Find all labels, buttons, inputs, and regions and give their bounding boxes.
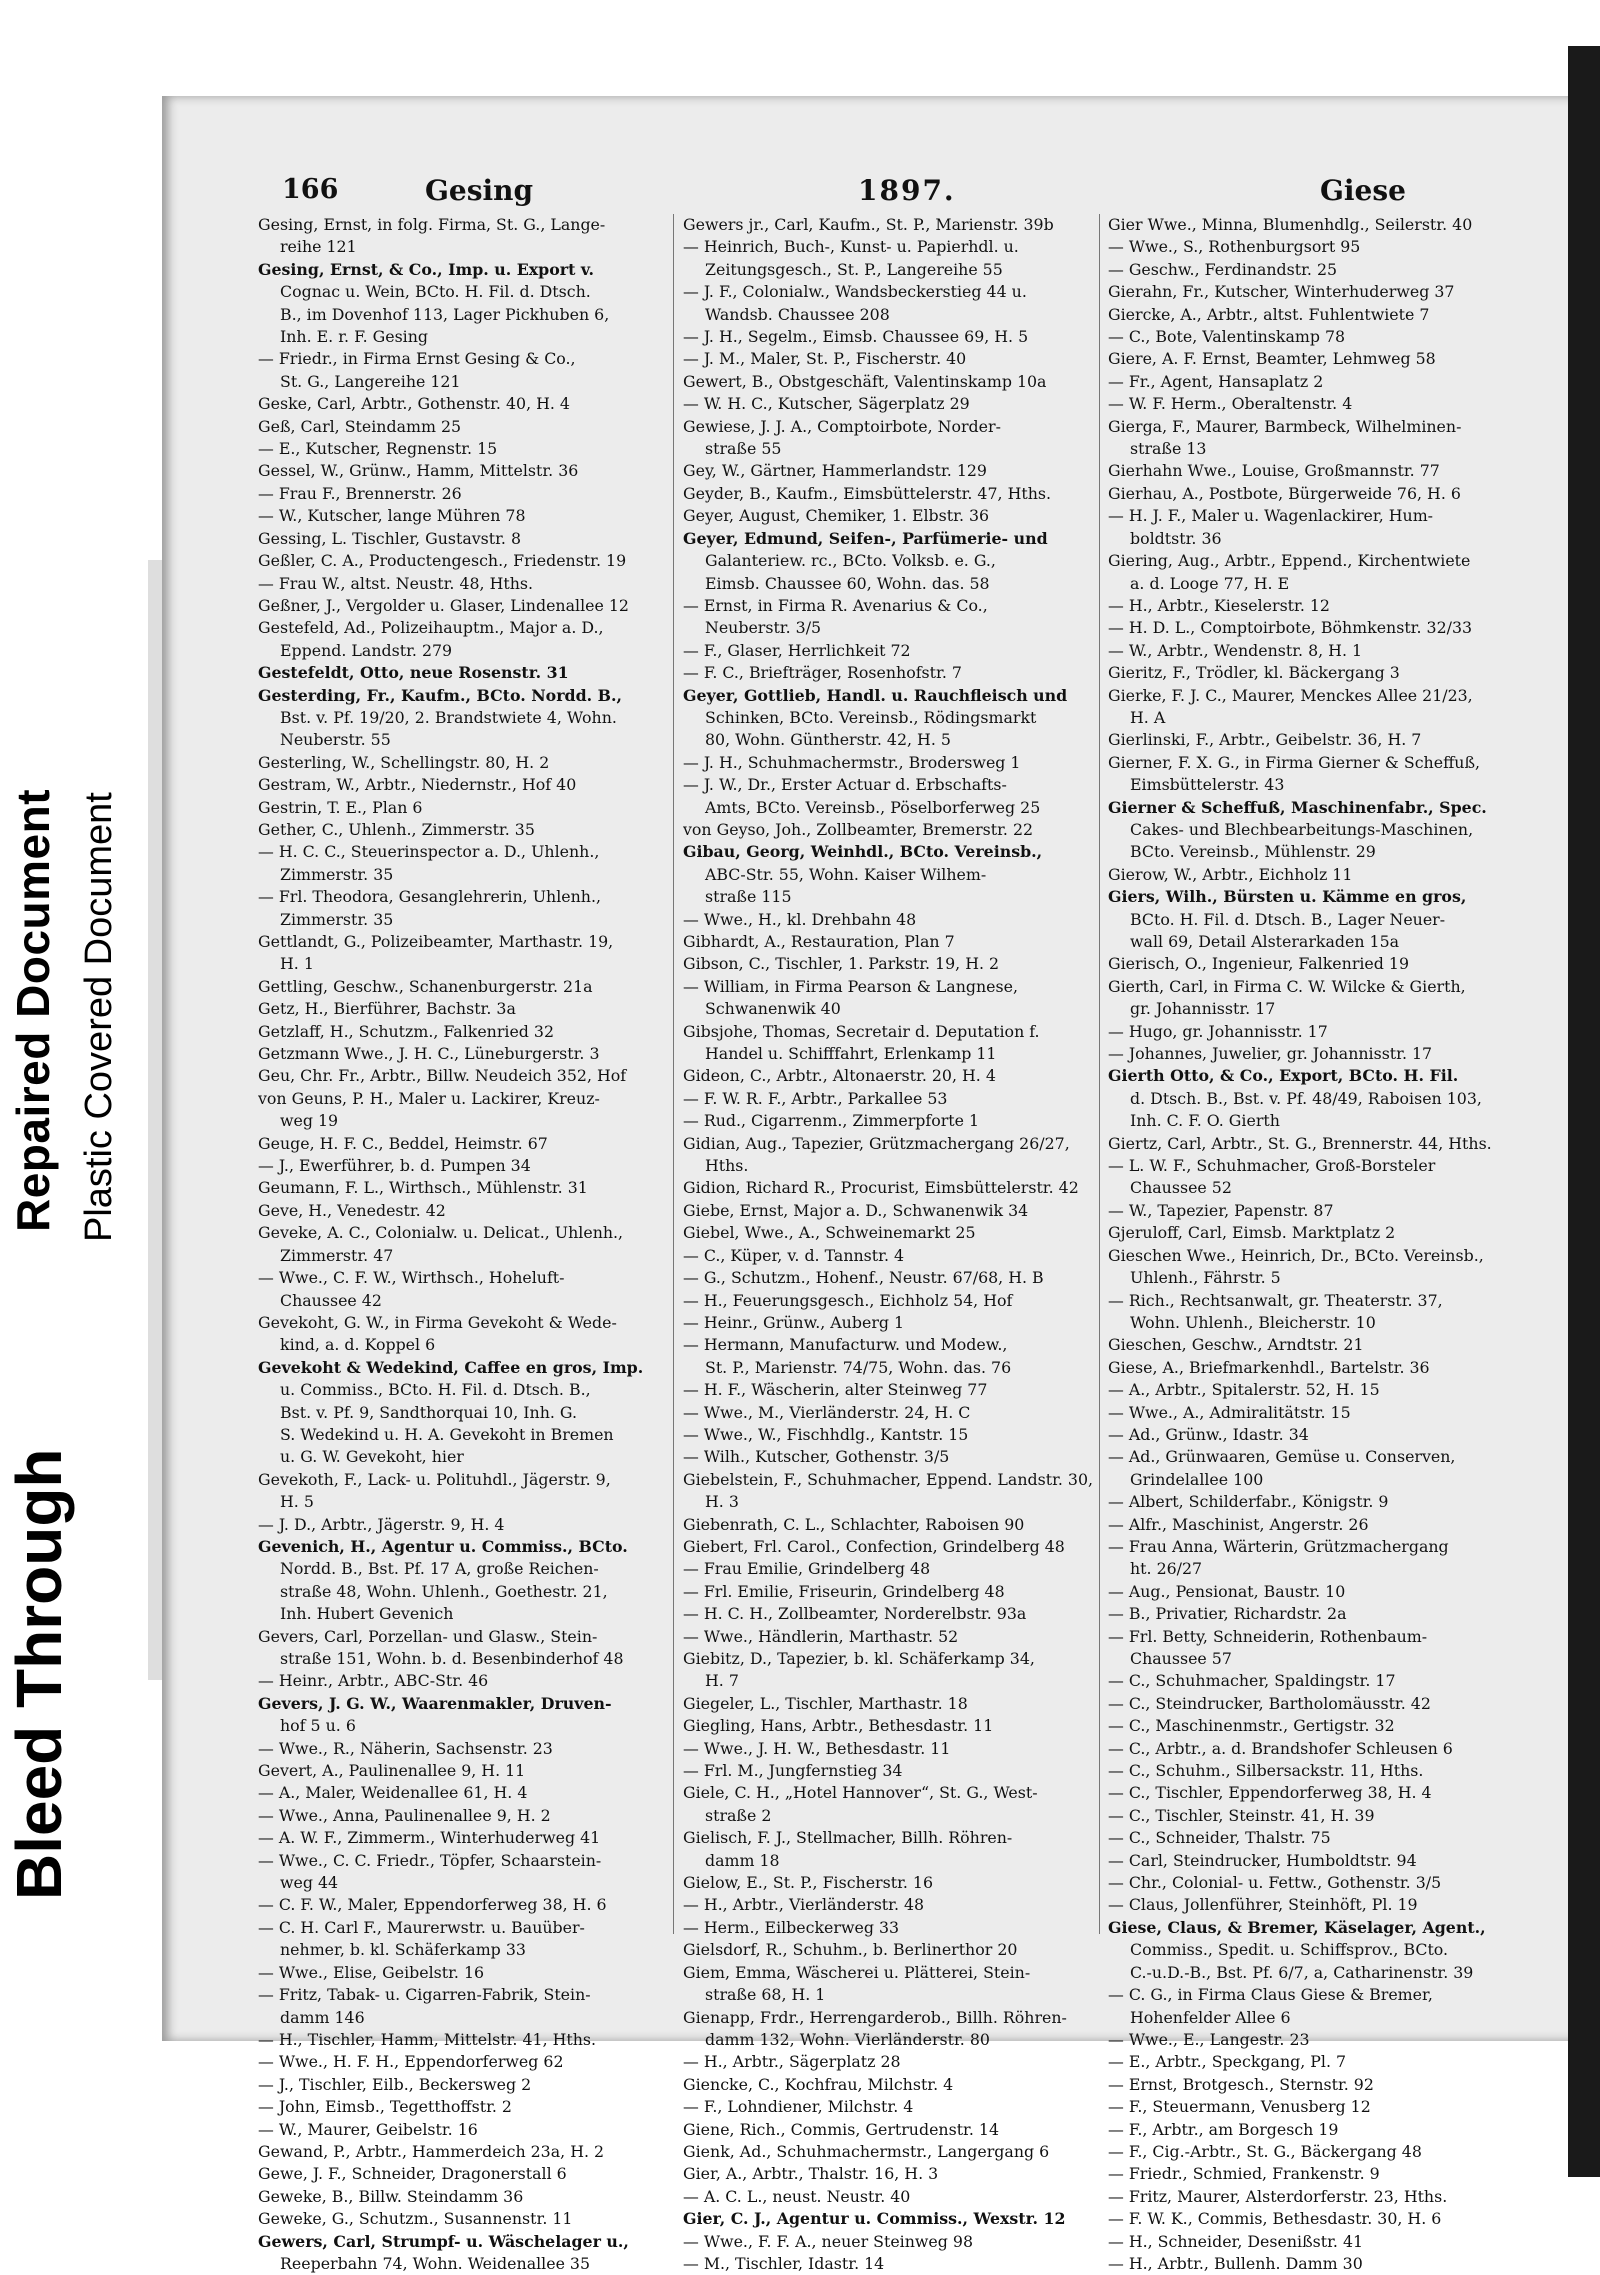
directory-entry: Inh. E. r. F. Gesing (280, 327, 429, 347)
directory-entry: Giebert, Frl. Carol., Confection, Grindelberg 48 (683, 1536, 1065, 1556)
directory-entry: Gestram, W., Arbtr., Niedernstr., Hof 40 (258, 775, 577, 795)
directory-entry: — Wwe., F. F. A., neuer Steinweg 98 (683, 2231, 974, 2251)
directory-entry: — H. J. F., Maler u. Wagenlackirer, Hum- (1108, 506, 1434, 526)
directory-entry: H. 1 (280, 954, 314, 974)
column-divider (673, 214, 674, 1934)
directory-entry: Gjeruloff, Carl, Eimsb. Marktplatz 2 (1108, 1223, 1396, 1243)
header-last-entry: Giese (1320, 174, 1406, 207)
directory-entry: Gieritz, F., Trödler, kl. Bäckergang 3 (1108, 663, 1400, 683)
directory-entry: — J., Ewerführer, b. d. Pumpen 34 (258, 1156, 531, 1176)
directory-entry: Gettling, Geschw., Schanenburgerstr. 21a (258, 976, 593, 996)
directory-entry: — A. W. F., Zimmerm., Winterhuderweg 41 (258, 1828, 601, 1848)
directory-entry: Gevenich, H., Agentur u. Commiss., BCto. (258, 1536, 628, 1556)
directory-entry: Geweke, G., Schutzm., Susannenstr. 11 (258, 2209, 573, 2229)
directory-entry: — Fr., Agent, Hansaplatz 2 (1108, 371, 1324, 391)
directory-entry: Gestefeld, Ad., Polizeihauptm., Major a. D., (258, 618, 604, 638)
directory-entry: nehmer, b. kl. Schäferkamp 33 (280, 1940, 526, 1960)
directory-entry: Gier, C. J., Agentur u. Commiss., Wexstr. 12 (683, 2209, 1066, 2229)
directory-entry: — Friedr., Schmied, Frankenstr. 9 (1108, 2164, 1380, 2184)
directory-entry: — Chr., Colonial- u. Fettw., Gothenstr. 3/5 (1108, 1873, 1442, 1893)
directory-entry: Zeitungsgesch., St. P., Langereihe 55 (705, 259, 1003, 279)
directory-entry: H. 5 (280, 1492, 314, 1512)
label-strip-edge (148, 560, 162, 1680)
directory-entry: — F. W. K., Commis, Bethesdastr. 30, H. 6 (1108, 2209, 1442, 2229)
header-first-entry: Gesing (425, 174, 534, 207)
directory-entry: — C. G., in Firma Claus Giese & Bremer, (1108, 1985, 1433, 2005)
directory-entry: — J. D., Arbtr., Jägerstr. 9, H. 4 (258, 1514, 505, 1534)
directory-entry: — Wwe., J. H. W., Bethesdastr. 11 (683, 1738, 951, 1758)
directory-entry: — W. F. Herm., Oberaltenstr. 4 (1108, 394, 1353, 414)
directory-entry: Gierisch, O., Ingenieur, Falkenried 19 (1108, 954, 1410, 974)
directory-entry: Uhlenh., Fährstr. 5 (1130, 1268, 1281, 1288)
directory-entry: Gierth, Carl, in Firma C. W. Wilcke & Gierth, (1108, 976, 1466, 996)
directory-entry: — C., Schneider, Thalstr. 75 (1108, 1828, 1331, 1848)
directory-entry: Galanteriew. rc., BCto. Volksb. e. G., (705, 551, 996, 571)
directory-entry: — Wwe., Elise, Geibelstr. 16 (258, 1962, 485, 1982)
directory-entry: — H., Arbtr., Sägerplatz 28 (683, 2052, 901, 2072)
directory-entry: damm 132, Wohn. Vierländerstr. 80 (705, 2029, 990, 2049)
directory-entry: — M., Tischler, Idastr. 14 (683, 2253, 885, 2273)
directory-entry: — J., Tischler, Eilb., Beckersweg 2 (258, 2074, 532, 2094)
directory-entry: Gevekoht & Wedekind, Caffee en gros, Imp. (258, 1357, 644, 1377)
directory-entry: Gibson, C., Tischler, 1. Parkstr. 19, H. 2 (683, 954, 1000, 974)
directory-entry: Neuberstr. 55 (280, 730, 391, 750)
directory-entry: — Frl. Emilie, Friseurin, Grindelberg 48 (683, 1581, 1005, 1601)
directory-entry: Gieschen Wwe., Heinrich, Dr., BCto. Vereinsb., (1108, 1245, 1484, 1265)
directory-entry: — C. F. W., Maler, Eppendorferweg 38, H. 6 (258, 1895, 607, 1915)
directory-entry: — F. W. R. F., Arbtr., Parkallee 53 (683, 1088, 948, 1108)
directory-entry: — Wwe., A., Admiralitätstr. 15 (1108, 1402, 1351, 1422)
directory-entry: Geyer, Edmund, Seifen-, Parfümerie- und (683, 528, 1048, 548)
directory-entry: — Wwe., H. F. H., Eppendorferweg 62 (258, 2052, 564, 2072)
directory-entry: Giem, Emma, Wäscherei u. Plätterei, Stein- (683, 1962, 1031, 1982)
directory-entry: Gielsdorf, R., Schuhm., b. Berlinerthor 20 (683, 1940, 1018, 1960)
directory-entry: Geweke, B., Billw. Steindamm 36 (258, 2186, 524, 2206)
directory-entry: — Heinr., Arbtr., ABC-Str. 46 (258, 1671, 489, 1691)
directory-entry: Eppend. Landstr. 279 (280, 640, 453, 660)
directory-entry: Giebitz, D., Tapezier, b. kl. Schäferkamp 34, (683, 1649, 1035, 1668)
directory-entry: Gierner & Scheffuß, Maschinenfabr., Spec. (1108, 797, 1487, 817)
directory-entry: Gevert, A., Paulinenallee 9, H. 11 (258, 1761, 526, 1781)
directory-entry: straße 13 (1130, 439, 1207, 459)
directory-entry: — F. C., Briefträger, Rosenhofstr. 7 (683, 663, 962, 683)
directory-entry: — Hermann, Manufacturw. und Modew., (683, 1335, 1008, 1355)
repaired-document-label: Repaired Document (7, 788, 59, 1232)
directory-entry: Giese, Claus, & Bremer, Käselager, Agent., (1108, 1917, 1486, 1937)
directory-entry: Wandsb. Chaussee 208 (705, 304, 890, 324)
directory-entry: Geß, Carl, Steindamm 25 (258, 416, 462, 436)
directory-entry: — Wwe., H., kl. Drehbahn 48 (683, 909, 917, 929)
directory-entry: Giencke, C., Kochfrau, Milchstr. 4 (683, 2074, 954, 2094)
directory-entry: — Ad., Grünwaaren, Gemüse u. Conserven, (1108, 1447, 1456, 1467)
directory-entry: Geyer, August, Chemiker, 1. Elbstr. 36 (683, 506, 990, 526)
directory-entry: straße 2 (705, 1805, 772, 1825)
directory-entry: — J. F., Colonialw., Wandsbeckerstieg 44 u. (683, 282, 1027, 302)
directory-entry: — H., Feuerungsgesch., Eichholz 54, Hof (683, 1290, 1013, 1310)
directory-entry: Commiss., Spedit. u. Schiffsprov., BCto. (1130, 1940, 1449, 1960)
directory-entry: Gewers jr., Carl, Kaufm., St. P., Marienstr. 39b (683, 215, 1054, 234)
directory-entry: — A., Arbtr., Spitalerstr. 52, H. 15 (1108, 1380, 1380, 1400)
directory-entry: Schwanenwik 40 (705, 999, 841, 1019)
directory-entry: — Wwe., Anna, Paulinenallee 9, H. 2 (258, 1805, 551, 1825)
directory-entry: — Wwe., Händlerin, Marthastr. 52 (683, 1626, 959, 1646)
directory-entry: — W., Tapezier, Papenstr. 87 (1108, 1200, 1334, 1220)
directory-entry: Reeperbahn 74, Wohn. Weidenallee 35 (280, 2253, 591, 2273)
directory-entry: Geske, Carl, Arbtr., Gothenstr. 40, H. 4 (258, 394, 570, 414)
book-spine (1568, 46, 1600, 2177)
directory-entry: von Geyso, Joh., Zollbeamter, Bremerstr. 22 (683, 819, 1034, 839)
directory-entry: weg 19 (280, 1111, 339, 1131)
directory-entry: — C., Steindrucker, Bartholomäusstr. 42 (1108, 1693, 1431, 1713)
directory-entry: — Albert, Schilderfabr., Königstr. 9 (1108, 1492, 1389, 1512)
directory-entry: — Wwe., R., Näherin, Sachsenstr. 23 (258, 1738, 553, 1758)
directory-entry: — W., Kutscher, lange Mühren 78 (258, 506, 526, 526)
directory-entry: Zimmerstr. 47 (280, 1245, 394, 1265)
directory-entry: Inh. Hubert Gevenich (280, 1604, 454, 1624)
bleed-through-label: Bleed Through (3, 1448, 75, 1900)
directory-entry: — C., Arbtr., a. d. Brandshofer Schleusen 6 (1108, 1738, 1453, 1758)
directory-entry: — F., Glaser, Herrlichkeit 72 (683, 640, 911, 660)
directory-entry: 80, Wohn. Güntherstr. 42, H. 5 (705, 730, 951, 750)
directory-entry: Gesing, Ernst, & Co., Imp. u. Export v. (258, 259, 594, 279)
directory-entry: Gieschen, Geschw., Arndtstr. 21 (1108, 1335, 1364, 1355)
directory-entry: Gier Wwe., Minna, Blumenhdlg., Seilerstr. 40 (1108, 215, 1473, 234)
directory-entry: damm 146 (280, 2007, 365, 2027)
directory-entry: Geuge, H. F. C., Beddel, Heimstr. 67 (258, 1133, 548, 1153)
directory-entry: Gidian, Aug., Tapezier, Grützmachergang 26/27, (683, 1133, 1070, 1153)
directory-entry: Gestefeldt, Otto, neue Rosenstr. 31 (258, 663, 569, 683)
directory-entry: — John, Eimsb., Tegetthoffstr. 2 (258, 2097, 512, 2117)
directory-entry: Gevekoht, G. W., in Firma Gevekoht & Wede- (258, 1312, 617, 1332)
directory-entry: a. d. Looge 77, H. E (1130, 573, 1290, 593)
directory-entry: Gierke, F. J. C., Maurer, Menckes Allee 21/23, (1108, 685, 1473, 705)
directory-entry: Gesing, Ernst, in folg. Firma, St. G., Lange- (258, 215, 606, 234)
directory-entry: B., im Dovenhof 113, Lager Pickhuben 6, (280, 304, 610, 324)
directory-entry: — E., Arbtr., Speckgang, Pl. 7 (1108, 2052, 1347, 2072)
directory-entry: Gienapp, Frdr., Herrengarderob., Billh. Röhren- (683, 2007, 1067, 2027)
directory-entry: — Carl, Steindrucker, Humboldtstr. 94 (1108, 1850, 1417, 1870)
directory-entry: straße 115 (705, 887, 792, 907)
directory-entry: Giebenrath, C. L., Schlachter, Raboisen 90 (683, 1514, 1025, 1534)
directory-entry: Eimsb. Chaussee 60, Wohn. das. 58 (705, 573, 990, 593)
directory-entry: — Friedr., in Firma Ernst Gesing & Co., (258, 349, 576, 369)
directory-entry: d. Dtsch. B., Bst. v. Pf. 48/49, Raboisen 103, (1130, 1088, 1482, 1108)
directory-entry: — H., Arbtr., Kieselerstr. 12 (1108, 595, 1330, 615)
directory-entry: Giebelstein, F., Schuhmacher, Eppend. Landstr. 30, (683, 1469, 1093, 1489)
directory-entry: straße 151, Wohn. b. d. Besenbinderhof 48 (280, 1649, 624, 1668)
directory-entry: — Aug., Pensionat, Baustr. 10 (1108, 1581, 1346, 1601)
directory-entry: Gesterding, Fr., Kaufm., BCto. Nordd. B., (258, 685, 622, 705)
directory-entry: reihe 121 (280, 237, 357, 257)
directory-entry: von Geuns, P. H., Maler u. Lackirer, Kreuz- (258, 1088, 600, 1108)
directory-entry: — Claus, Jollenführer, Steinhöft, Pl. 19 (1108, 1895, 1418, 1915)
directory-entry: Amts, BCto. Vereinsb., Pöselborferweg 25 (705, 797, 1041, 817)
directory-entry: Geyer, Gottlieb, Handl. u. Rauchfleisch und (683, 685, 1068, 705)
directory-entry: — C., Küper, v. d. Tannstr. 4 (683, 1245, 905, 1265)
directory-entry: BCto. Vereinsb., Mühlenstr. 29 (1130, 842, 1376, 862)
directory-entry: Giers, Wilh., Bürsten u. Kämme en gros, (1108, 887, 1467, 907)
directory-column-1 (258, 214, 664, 2275)
directory-entry: — J. H., Schuhmachermstr., Brodersweg 1 (683, 752, 1021, 772)
directory-entry: Gettlandt, G., Polizeibeamter, Marthastr. 19, (258, 932, 614, 951)
directory-entry: Gevekoth, F., Lack- u. Polituhdl., Jägerstr. 9, (258, 1469, 611, 1489)
directory-entry: — Wwe., C. F. W., Wirthsch., Hoheluft- (258, 1268, 565, 1288)
directory-entry: Chaussee 42 (280, 1290, 382, 1310)
directory-entry: — Frl. Betty, Schneiderin, Rothenbaum- (1108, 1626, 1428, 1646)
directory-entry: — Wwe., E., Langestr. 23 (1108, 2029, 1310, 2049)
directory-entry: Cakes- und Blechbearbeitungs-Maschinen, (1130, 819, 1474, 839)
directory-entry: — Alfr., Maschinist, Angerstr. 26 (1108, 1514, 1369, 1534)
directory-entry: — C., Tischler, Eppendorferweg 38, H. 4 (1108, 1783, 1432, 1803)
directory-entry: Zimmerstr. 35 (280, 864, 394, 884)
directory-entry: — Wilh., Kutscher, Gothenstr. 3/5 (683, 1447, 950, 1467)
directory-entry: — J. H., Segelm., Eimsb. Chaussee 69, H. 5 (683, 327, 1029, 347)
page-header (270, 174, 1570, 210)
directory-entry: Bst. v. Pf. 9, Sandthorquai 10, Inh. G. (280, 1402, 577, 1422)
directory-entry: Gewand, P., Arbtr., Hammerdeich 23a, H. 2 (258, 2141, 605, 2161)
directory-entry: Gessel, W., Grünw., Hamm, Mittelstr. 36 (258, 461, 579, 481)
directory-entry: — Johannes, Juwelier, gr. Johannisstr. 17 (1108, 1044, 1433, 1064)
directory-entry: — W. H. C., Kutscher, Sägerplatz 29 (683, 394, 970, 414)
directory-entry: damm 18 (705, 1850, 780, 1870)
directory-entry: Gielisch, F. J., Stellmacher, Billh. Röhren- (683, 1828, 1013, 1848)
directory-entry: — G., Schutzm., Hohenf., Neustr. 67/68, H. B (683, 1268, 1044, 1288)
directory-entry: Gierlinski, F., Arbtr., Geibelstr. 36, H. 7 (1108, 730, 1422, 750)
directory-entry: — C., Maschinenmstr., Gertigstr. 32 (1108, 1716, 1395, 1736)
directory-entry: — Wwe., M., Vierländerstr. 24, H. C (683, 1402, 971, 1422)
directory-entry: Grindelallee 100 (1130, 1469, 1264, 1489)
directory-entry: — F., Steuermann, Venusberg 12 (1108, 2097, 1371, 2117)
directory-entry: Getz, H., Bierführer, Bachstr. 3a (258, 999, 516, 1019)
directory-entry: H. 3 (705, 1492, 739, 1512)
directory-entry: Geyder, B., Kaufm., Eimsbüttelerstr. 47, Hths. (683, 483, 1052, 503)
directory-entry: — B., Privatier, Richardstr. 2a (1108, 1604, 1347, 1624)
directory-entry: Gierow, W., Arbtr., Eichholz 11 (1108, 864, 1353, 884)
directory-entry: Chaussee 57 (1130, 1649, 1232, 1668)
directory-entry: u. G. W. Gevekoht, hier (280, 1447, 464, 1467)
directory-entry: — F., Cig.-Arbtr., St. G., Bäckergang 48 (1108, 2141, 1422, 2161)
directory-column-2 (683, 214, 1093, 2275)
directory-entry: boldtstr. 36 (1130, 528, 1222, 548)
directory-entry: Nordd. B., Bst. Pf. 17 A, große Reichen- (280, 1559, 599, 1579)
directory-entry: Geßner, J., Vergolder u. Glaser, Lindenallee 12 (258, 595, 629, 615)
directory-entry: — Wwe., S., Rothenburgsort 95 (1108, 237, 1361, 257)
directory-entry: — J. M., Maler, St. P., Fischerstr. 40 (683, 349, 967, 369)
directory-entry: Giertz, Carl, Arbtr., St. G., Brennerstr. 44, Hths. (1108, 1133, 1492, 1153)
directory-entry: — Heinr., Grünw., Auberg 1 (683, 1312, 905, 1332)
directory-entry: — Rud., Cigarrenm., Zimmerpforte 1 (683, 1111, 980, 1131)
directory-entry: — H., Arbtr., Bullenh. Damm 30 (1108, 2253, 1363, 2273)
directory-entry: Gierhahn Wwe., Louise, Großmannstr. 77 (1108, 461, 1440, 481)
directory-entry: — F., Arbtr., am Borgesch 19 (1108, 2119, 1339, 2139)
directory-entry: Gibhardt, A., Restauration, Plan 7 (683, 932, 955, 951)
directory-entry: Wohn. Uhlenh., Bleicherstr. 10 (1130, 1312, 1376, 1332)
directory-entry: — Heinrich, Buch-, Kunst- u. Papierhdl. u. (683, 237, 1019, 257)
directory-entry: Eimsbüttelerstr. 43 (1130, 775, 1285, 795)
directory-entry: Neuberstr. 3/5 (705, 618, 822, 638)
directory-entry: Geveke, A. C., Colonialw. u. Delicat., Uhlenh., (258, 1223, 624, 1243)
directory-entry: Giebel, Wwe., A., Schweinemarkt 25 (683, 1223, 976, 1243)
directory-entry: — Wwe., W., Fischhdlg., Kantstr. 15 (683, 1424, 969, 1444)
directory-entry: St. G., Langereihe 121 (280, 371, 461, 391)
directory-entry: Gidion, Richard R., Procurist, Eimsbüttelerstr. 42 (683, 1178, 1079, 1198)
directory-entry: Chaussee 52 (1130, 1178, 1232, 1198)
directory-entry: — H., Tischler, Hamm, Mittelstr. 41, Hths. (258, 2029, 597, 2049)
directory-entry: Giebe, Ernst, Major a. D., Schwanenwik 34 (683, 1200, 1029, 1220)
directory-entry: Gevers, Carl, Porzellan- und Glasw., Stein- (258, 1626, 598, 1646)
directory-entry: S. Wedekind u. H. A. Gevekoht in Bremen (280, 1424, 614, 1444)
directory-entry: Handel u. Schifffahrt, Erlenkamp 11 (705, 1044, 997, 1064)
directory-entry: Giele, C. H., „Hotel Hannover“, St. G., West- (683, 1783, 1038, 1803)
directory-entry: Gewe, J. F., Schneider, Dragonerstall 6 (258, 2164, 567, 2184)
directory-entry: Gewers, Carl, Strumpf- u. Wäschelager u., (258, 2231, 629, 2251)
directory-entry: H. A (1130, 707, 1166, 727)
directory-entry: — C. H. Carl F., Maurerwstr. u. Bauüber- (258, 1917, 585, 1937)
directory-entry: Gielow, E., St. P., Fischerstr. 16 (683, 1873, 934, 1893)
directory-entry: Geve, H., Venedestr. 42 (258, 1200, 446, 1220)
directory-entry: — Frau W., altst. Neustr. 48, Hths. (258, 573, 534, 593)
directory-entry: — E., Kutscher, Regnenstr. 15 (258, 439, 498, 459)
directory-entry: — W., Maurer, Geibelstr. 16 (258, 2119, 478, 2139)
directory-entry: — A., Maler, Weidenallee 61, H. 4 (258, 1783, 528, 1803)
plastic-covered-label: Plastic Covered Document (78, 792, 120, 1242)
directory-entry: — Geschw., Ferdinandstr. 25 (1108, 259, 1338, 279)
directory-entry: — Frl. M., Jungfernstieg 34 (683, 1761, 903, 1781)
directory-entry: kind, a. d. Koppel 6 (280, 1335, 436, 1355)
directory-entry: Gierahn, Fr., Kutscher, Winterhuderweg 37 (1108, 282, 1455, 302)
directory-entry: Gesterling, W., Schellingstr. 80, H. 2 (258, 752, 550, 772)
directory-entry: Gether, C., Uhlenh., Zimmerstr. 35 (258, 819, 535, 839)
directory-entry: — Rich., Rechtsanwalt, gr. Theaterstr. 37, (1108, 1290, 1443, 1310)
page-number: 166 (282, 174, 339, 205)
directory-entry: Giere, A. F. Ernst, Beamter, Lehmweg 58 (1108, 349, 1436, 369)
directory-entry: — Frl. Theodora, Gesanglehrerin, Uhlenh., (258, 887, 601, 907)
directory-entry: H. 7 (705, 1671, 739, 1691)
directory-entry: — H. F., Wäscherin, alter Steinweg 77 (683, 1380, 988, 1400)
directory-entry: St. P., Marienstr. 74/75, Wohn. das. 76 (705, 1357, 1012, 1377)
directory-entry: Schinken, BCto. Vereinsb., Rödingsmarkt (705, 707, 1037, 727)
column-divider (1099, 214, 1100, 1934)
directory-entry: — Ernst, Brotgesch., Sternstr. 92 (1108, 2074, 1374, 2094)
directory-entry: Geßler, C. A., Productengesch., Friedenstr. 19 (258, 551, 627, 571)
directory-entry: — H., Schneider, Desenißstr. 41 (1108, 2231, 1364, 2251)
directory-entry: Zimmerstr. 35 (280, 909, 394, 929)
directory-entry: Gevers, J. G. W., Waarenmakler, Druven- (258, 1693, 612, 1713)
directory-entry: wall 69, Detail Alsterarkaden 15a (1130, 932, 1400, 951)
directory-entry: Gierner, F. X. G., in Firma Gierner & Scheffuß, (1108, 752, 1481, 772)
directory-entry: Gierhau, A., Postbote, Bürgerweide 76, H. 6 (1108, 483, 1461, 503)
directory-entry: Hths. (705, 1156, 749, 1176)
directory-entry: Gestrin, T. E., Plan 6 (258, 797, 423, 817)
directory-entry: — Wwe., C. C. Friedr., Töpfer, Schaarstein- (258, 1850, 602, 1870)
directory-entry: — C., Bote, Valentinskamp 78 (1108, 327, 1346, 347)
directory-entry: ABC-Str. 55, Wohn. Kaiser Wilhem- (705, 864, 987, 884)
directory-entry: Gewert, B., Obstgeschäft, Valentinskamp 10a (683, 371, 1047, 391)
directory-entry: weg 44 (280, 1873, 339, 1893)
directory-entry: — H. D. L., Comptoirbote, Böhmkenstr. 32/33 (1108, 618, 1473, 638)
directory-entry: — J. W., Dr., Erster Actuar d. Erbschafts- (683, 775, 1007, 795)
directory-entry: Gienk, Ad., Schuhmachermstr., Langergang 6 (683, 2141, 1050, 2161)
directory-entry: Hohenfelder Allee 6 (1130, 2007, 1291, 2027)
directory-entry: — C., Schuhmacher, Spaldingstr. 17 (1108, 1671, 1396, 1691)
directory-entry: ht. 26/27 (1130, 1559, 1203, 1579)
directory-entry: straße 68, H. 1 (705, 1985, 826, 2005)
directory-entry: hof 5 u. 6 (280, 1716, 356, 1736)
directory-entry: Giene, Rich., Commis, Gertrudenstr. 14 (683, 2119, 1000, 2139)
directory-entry: Gierth Otto, & Co., Export, BCto. H. Fil. (1108, 1066, 1459, 1086)
directory-entry: Getzlaff, H., Schutzm., Falkenried 32 (258, 1021, 555, 1041)
directory-entry: Gibau, Georg, Weinhdl., BCto. Vereinsb., (683, 842, 1043, 862)
directory-entry: — Ad., Grünw., Idastr. 34 (1108, 1424, 1309, 1444)
directory-entry: — L. W. F., Schuhmacher, Groß-Borsteler (1108, 1156, 1436, 1176)
directory-entry: — A. C. L., neust. Neustr. 40 (683, 2186, 911, 2206)
directory-entry: Gessing, L. Tischler, Gustavstr. 8 (258, 528, 522, 548)
directory-entry: Bst. v. Pf. 19/20, 2. Brandstwiete 4, Wohn. (280, 707, 617, 727)
directory-entry: — W., Arbtr., Wendenstr. 8, H. 1 (1108, 640, 1363, 660)
directory-entry: Cognac u. Wein, BCto. H. Fil. d. Dtsch. (280, 282, 591, 302)
directory-entry: Gewiese, J. J. A., Comptoirbote, Norder- (683, 416, 1001, 436)
directory-entry: Giegeler, L., Tischler, Marthastr. 18 (683, 1693, 968, 1713)
directory-entry: — Frau Anna, Wärterin, Grützmachergang (1108, 1536, 1449, 1556)
directory-entry: u. Commiss., BCto. H. Fil. d. Dtsch. B., (280, 1380, 591, 1400)
directory-entry: — H. C. C., Steuerinspector a. D., Uhlenh., (258, 842, 600, 862)
directory-entry: Gierga, F., Maurer, Barmbeck, Wilhelminen- (1108, 416, 1462, 436)
directory-entry: straße 48, Wohn. Uhlenh., Goethestr. 21, (280, 1581, 608, 1601)
directory-entry: Geu, Chr. Fr., Arbtr., Billw. Neudeich 352, Hof (258, 1066, 627, 1086)
directory-entry: Giering, Aug., Arbtr., Eppend., Kirchentwiete (1108, 551, 1471, 571)
directory-entry: — C., Schuhm., Silbersackstr. 11, Hths. (1108, 1761, 1424, 1781)
directory-entry: gr. Johannisstr. 17 (1130, 999, 1276, 1019)
directory-entry: Giese, A., Briefmarkenhdl., Bartelstr. 36 (1108, 1357, 1430, 1377)
directory-entry: — Fritz, Tabak- u. Cigarren-Fabrik, Stein- (258, 1985, 591, 2005)
directory-entry: Getzmann Wwe., J. H. C., Lüneburgerstr. 3 (258, 1044, 600, 1064)
directory-entry: — H. C. H., Zollbeamter, Norderelbstr. 93a (683, 1604, 1027, 1624)
directory-entry: Gier, A., Arbtr., Thalstr. 16, H. 3 (683, 2164, 939, 2184)
directory-column-3 (1108, 214, 1536, 2275)
directory-entry: Gideon, C., Arbtr., Altonaerstr. 20, H. 4 (683, 1066, 996, 1086)
directory-entry: Geumann, F. L., Wirthsch., Mühlenstr. 31 (258, 1178, 588, 1198)
directory-entry: — Hugo, gr. Johannisstr. 17 (1108, 1021, 1328, 1041)
directory-entry: — F., Lohndiener, Milchstr. 4 (683, 2097, 914, 2117)
directory-entry: — Ernst, in Firma R. Avenarius & Co., (683, 595, 988, 615)
directory-entry: — Frau Emilie, Grindelberg 48 (683, 1559, 931, 1579)
directory-entry: — Frau F., Brennerstr. 26 (258, 483, 462, 503)
directory-entry: — H., Arbtr., Vierländerstr. 48 (683, 1895, 925, 1915)
directory-entry: — Fritz, Maurer, Alsterdorferstr. 23, Hths. (1108, 2186, 1448, 2206)
directory-entry: — Herm., Eilbeckerweg 33 (683, 1917, 900, 1937)
directory-entry: Giercke, A., Arbtr., altst. Fuhlentwiete 7 (1108, 304, 1430, 324)
directory-entry: Gibsjohe, Thomas, Secretair d. Deputation f. (683, 1021, 1040, 1041)
directory-entry: Inh. C. F. O. Gierth (1130, 1111, 1280, 1131)
directory-entry: C.-u.D.-B., Bst. Pf. 6/7, a, Catharinenstr. 39 (1130, 1962, 1474, 1982)
directory-entry: — William, in Firma Pearson & Langnese, (683, 976, 1018, 996)
directory-entry: — C., Tischler, Steinstr. 41, H. 39 (1108, 1805, 1375, 1825)
directory-entry: Giegling, Hans, Arbtr., Bethesdastr. 11 (683, 1716, 994, 1736)
directory-entry: Gey, W., Gärtner, Hammerlandstr. 129 (683, 461, 987, 481)
directory-entry: straße 55 (705, 439, 782, 459)
header-year: 1897. (858, 174, 956, 207)
directory-entry: BCto. H. Fil. d. Dtsch. B., Lager Neuer- (1130, 909, 1446, 929)
